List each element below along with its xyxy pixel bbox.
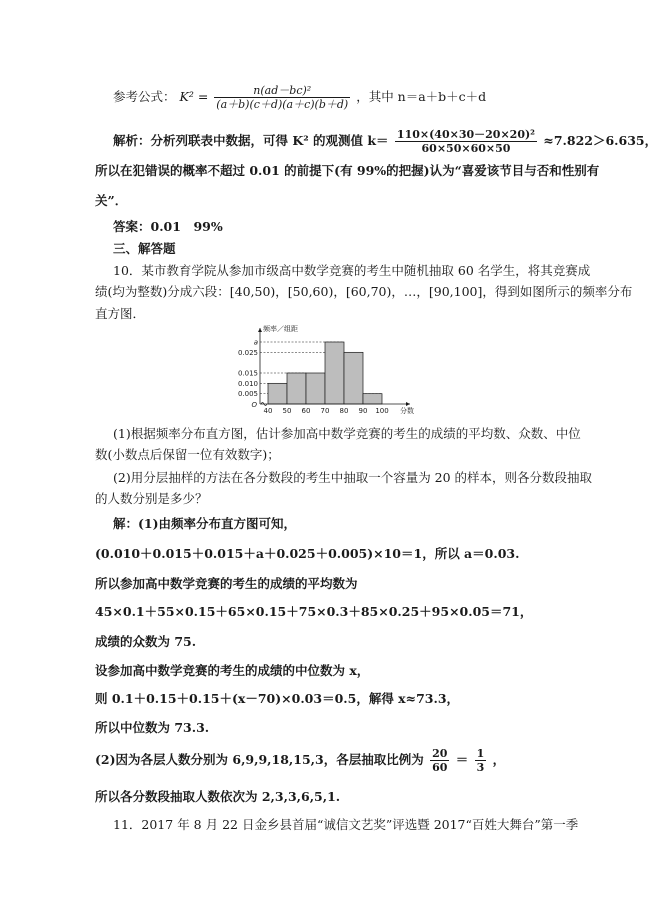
solution-line-6: 设参加高中数学竞赛的考生的成绩的中位数为 x， (95, 663, 370, 678)
ratio-fraction-1 (430, 747, 449, 774)
histogram-bar (325, 342, 344, 404)
y-tick-label: 0.025 (237, 348, 258, 357)
ratio-2-denominator: 3 (476, 761, 485, 774)
solution-line-5: 成绩的众数为 75. (95, 634, 197, 649)
frequency-histogram (232, 322, 422, 416)
y-tick-label: 0.010 (237, 379, 258, 388)
solution-line-10: 所以各分数段抽取人数依次为 2,3,3,6,5,1. (95, 789, 341, 804)
ratio-1-numerator: 20 (432, 747, 448, 760)
formula-lhs: K² = (179, 89, 209, 104)
histogram-bar (287, 373, 306, 404)
reference-formula (113, 84, 550, 111)
y-tick-label: a (253, 338, 258, 347)
formula-suffix: ，其中 n＝a＋b＋c＋d (356, 89, 487, 104)
histogram-bar (268, 383, 287, 404)
analysis-numerator: 110×(40×30－20×20)² (396, 128, 535, 141)
analysis-suffix: ≈7.822＞6.635， (543, 133, 657, 148)
formula-fraction (214, 84, 350, 111)
x-tick-label: 90 (358, 407, 368, 415)
q10-part1-line-2: 数(小数点后保留一位有效数字)； (95, 447, 280, 462)
formula-denominator: (a＋b)(c＋d)(a＋c)(b＋d) (216, 98, 349, 111)
solution-9-suffix: ， (492, 752, 506, 767)
histogram-bar (363, 394, 382, 404)
x-axis-arrow (406, 402, 410, 406)
y-tick-label: 0.005 (237, 390, 258, 399)
y-axis-label: 频率／组距 (263, 325, 298, 333)
x-tick-label: 80 (339, 407, 349, 415)
q11-line-1: 11．2017 年 8 月 22 日金乡县首届“诚信文艺奖”评选暨 2017“百姓大舞台”第一季 (113, 817, 579, 832)
histogram-bar (344, 352, 363, 404)
x-tick-label: 70 (320, 407, 330, 415)
section-heading: 三、解答题 (113, 241, 176, 256)
x-tick-label: 40 (263, 407, 273, 415)
solution-line-7: 则 0.1＋0.15＋0.15＋(x－70)×0.03＝0.5，解得 x≈73.3， (95, 691, 460, 706)
analysis-prefix: 解析：分析列联表中数据，可得 K² 的观测值 k＝ (113, 133, 389, 148)
solution-line-8: 所以中位数为 73.3. (95, 720, 210, 735)
solution-9-prefix: (2)因为各层人数分别为 6,9,9,18,15,3，各层抽取比例为 (95, 752, 424, 767)
analysis-line-3: 关”． (95, 193, 128, 208)
analysis-denominator: 60×50×60×50 (421, 142, 511, 155)
q10-part1-line-1: (1)根据频率分布直方图，估计参加高中数学竞赛的考生的成绩的平均数、众数、中位 (113, 426, 581, 441)
ratio-fraction-2 (475, 747, 487, 774)
formula-numerator: n(ad－bc)² (214, 84, 350, 98)
q10-line-1: 10．某市教育学院从参加市级高中数学竞赛的考生中随机抽取 60 名学生，将其竞赛成 (113, 263, 591, 278)
solution-line-1: 解：(1)由频率分布直方图可知， (113, 516, 297, 531)
origin-label: O (251, 401, 257, 409)
histogram-bar (306, 373, 325, 404)
y-axis-arrow (258, 328, 262, 332)
answer-line: 答案：0.01 99% (113, 219, 223, 234)
x-tick-label: 60 (301, 407, 311, 415)
solution-line-4: 45×0.1＋55×0.15＋65×0.15＋75×0.3＋85×0.25＋95×0.05＝71， (95, 604, 533, 619)
q10-line-2: 绩(均为整数)分成六段：[40,50)，[50,60)，[60,70)，…，[90,100]，得到如图所示的频率分布 (95, 284, 633, 299)
solution-line-2: (0.010＋0.015＋0.015＋a＋0.025＋0.005)×10＝1，所以 a＝0.03. (95, 546, 520, 561)
formula-prefix: 参考公式： (113, 89, 176, 104)
analysis-fraction (395, 128, 537, 155)
ratio-2-numerator: 1 (476, 747, 485, 760)
ratio-1-denominator: 60 (432, 761, 448, 774)
ratio-equals: ＝ (455, 752, 469, 767)
q10-part2-line-1: (2)用分层抽样的方法在各分数段的考生中抽取一个容量为 20 的样本，则各分数段抽取 (113, 470, 593, 485)
x-axis-label: 分数 (400, 407, 414, 415)
q10-line-3: 直方图． (95, 306, 146, 321)
solution-line-9 (95, 747, 550, 774)
q10-part2-line-2: 的人数分别是多少？ (95, 491, 208, 506)
y-tick-label: 0.015 (237, 369, 258, 378)
solution-line-3: 所以参加高中数学竞赛的考生的成绩的平均数为 (95, 576, 358, 591)
x-tick-label: 50 (282, 407, 292, 415)
analysis-line-1 (113, 128, 657, 155)
analysis-line-2: 所以在犯错误的概率不超过 0.01 的前提下(有 99%的把握)认为“喜爱该节目与否和性别有 (95, 163, 600, 178)
x-tick-label: 100 (375, 407, 389, 415)
